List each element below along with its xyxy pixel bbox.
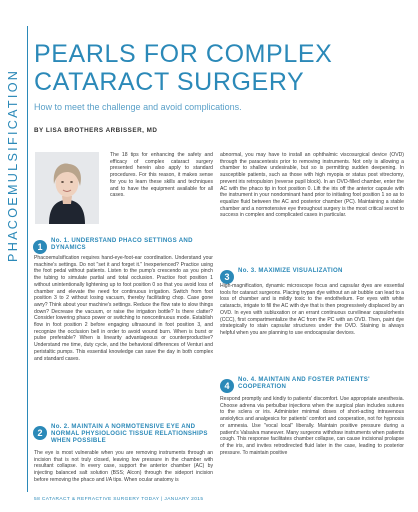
section-2-body: The eye is most vulnerable when you are removing instruments through an incision that is not truly closed, leaving low pressure in the chamber with resultant collapse. In every case, support the anterior chamber (AC) by injecting balanced salt solution (BSS; Alcon) through the sideport incision before removing the phaco and I/A tips. When ocular anatomy is <box>34 450 213 483</box>
section-1-body: Phacoemulsification requires hand-eye-foot-ear coordination. Understand your machine's settings. Do not "set it and forget it." Inexperienced? Practice using the foot pedal without patients. Listen to the pump's crescendo as you pinch the tubing to simulate partial and total occlusion. Practice foot position 1 without unintentionally lightening up to foot position 0 so that you avoid loss of chamber and elevate the need for continuous irrigation. Switch from foot position 3 to 2 without losing vacuum, thereby facilitating chop. Case gone awry? Think about your machine's settings. Reduce the flow rate to slow things down? Decrease the vacuum, or raise the irrigation bottle? Is there clatter? Consider lowering phaco power or switching to noncontinuous mode. Establish flow in foot position 2 before engaging ultrasound in foot position 3, and recognize the occlusion bell in order to avoid wound burn. When is burst or pulse preferable? When is linearity advantageous or counterproductive? Understand me time, duty cycle, and the behavioral differences of Venturi and peristaltic pumps. This essential knowledge can save the day in both complex and standard cases. <box>34 255 213 362</box>
title-line-2: CATARACT SURGERY <box>34 68 305 96</box>
article-subtitle: How to meet the challenge and avoid complications. <box>34 102 242 112</box>
section-label-vertical: PHACOEMULSIFICATION <box>6 68 20 262</box>
section-4-heading: No. 4. MAINTAIN AND FOSTER PATIENTS' COOPERATION <box>238 376 370 390</box>
section-3-heading: No. 3. MAXIMIZE VISUALIZATION <box>238 267 343 274</box>
section-3-number-badge: 3 <box>220 270 234 284</box>
section-1-heading: No. 1. UNDERSTAND PHACO SETTINGS AND DYNAMICS <box>51 237 193 251</box>
column-2-continued-text: abnormal, you may have to install an ophthalmic viscosurgical device (OVD) through the paracentesis prior to removing instruments. Not only is allowing a chamber to shallow undesirable, but so is permitting sudden deepening. In susceptible patients, such as those with high myopia or status post vitrectomy, prevent iris retropulsion (reverse pupil block). In an OVD-filled chamber, enter the AC with the phaco tip in foot position 0. Lift the iris off the anterior capsule with the instrument in your nondominant hand prior to initiating foot position 1 so as to equalize fluid between the AC and posterior chamber (PC). Maintaining a stable chamber and a normotensive eye throughout surgery is the most critical secret to success in complex and complicated cases in particular. <box>220 152 404 219</box>
section-1-header <box>33 238 213 254</box>
section-2-number-badge: 2 <box>33 426 47 440</box>
vertical-rule <box>27 26 28 492</box>
section-3-body: High-magnification, dynamic microscope focus and capsular dyes are essential tools for cataract surgeons. Placing trypan dye without an air bubble can lead to a loss of chamber and is mildly toxic to the endothelium. For eyes with white cataracts, irrigate to fill the AC with dye that is then progressively displaced by an OVD. In eyes with subluxation or an errant continuous curvilinear capsulorhexis (CCC), first compartmentalize the AC from the PC with an OVD. Then, paint dye strategically to stain capsular structures under the OVD. Staining is always helpful when you are planning to use endocapsular devices. <box>220 283 404 336</box>
page-footer: 58 CATARACT & REFRACTIVE SURGERY TODAY | JANUARY 2015 <box>34 497 204 502</box>
section-4-body: Respond promptly and kindly to patients' discomfort. Use appropriate anesthesia. Choose adrena via perbulbar injections when the surgical plan includes sutures to the sclera or iris. Administer minimal doses of short-acting intravenous anxiolytics and analgesics for patients' comfort and cooperation, not for hypnosis or amnesia. Use "vocal local" liberally. Maintain positive pressure during a patient's Valsalva maneuver. Many surgeons withdraw instruments when patients cough. This response facilitates chamber collapse, can cause incisional prolapse of the iris, and invites retrodirected fluid later in the case, leading to posterior pressure. To maintain positive <box>220 396 404 456</box>
intro-text: The 18 tips for enhancing the safety and efficacy of complex cataract surgery presented herein also apply to standard procedures. For this reason, it makes sense for you to learn these skills and techniques and to have the equipment available for all cases. <box>110 152 213 199</box>
section-4-header <box>220 377 405 393</box>
section-2-header <box>33 424 213 445</box>
section-1-number-badge: 1 <box>33 240 47 254</box>
section-4-number-badge: 4 <box>220 379 234 393</box>
article-title <box>34 40 404 96</box>
author-photo <box>35 152 99 224</box>
title-line-1: PEARLS FOR COMPLEX <box>34 40 333 68</box>
section-2-heading: No. 2. MAINTAIN A NORMOTENSIVE EYE AND NORMAL PHYSIOLOGIC TISSUE RELATIONSHIPS WHEN POSSIBLE <box>51 423 208 444</box>
byline: BY LISA BROTHERS ARBISSER, MD <box>34 127 158 134</box>
section-3-header <box>220 268 405 284</box>
